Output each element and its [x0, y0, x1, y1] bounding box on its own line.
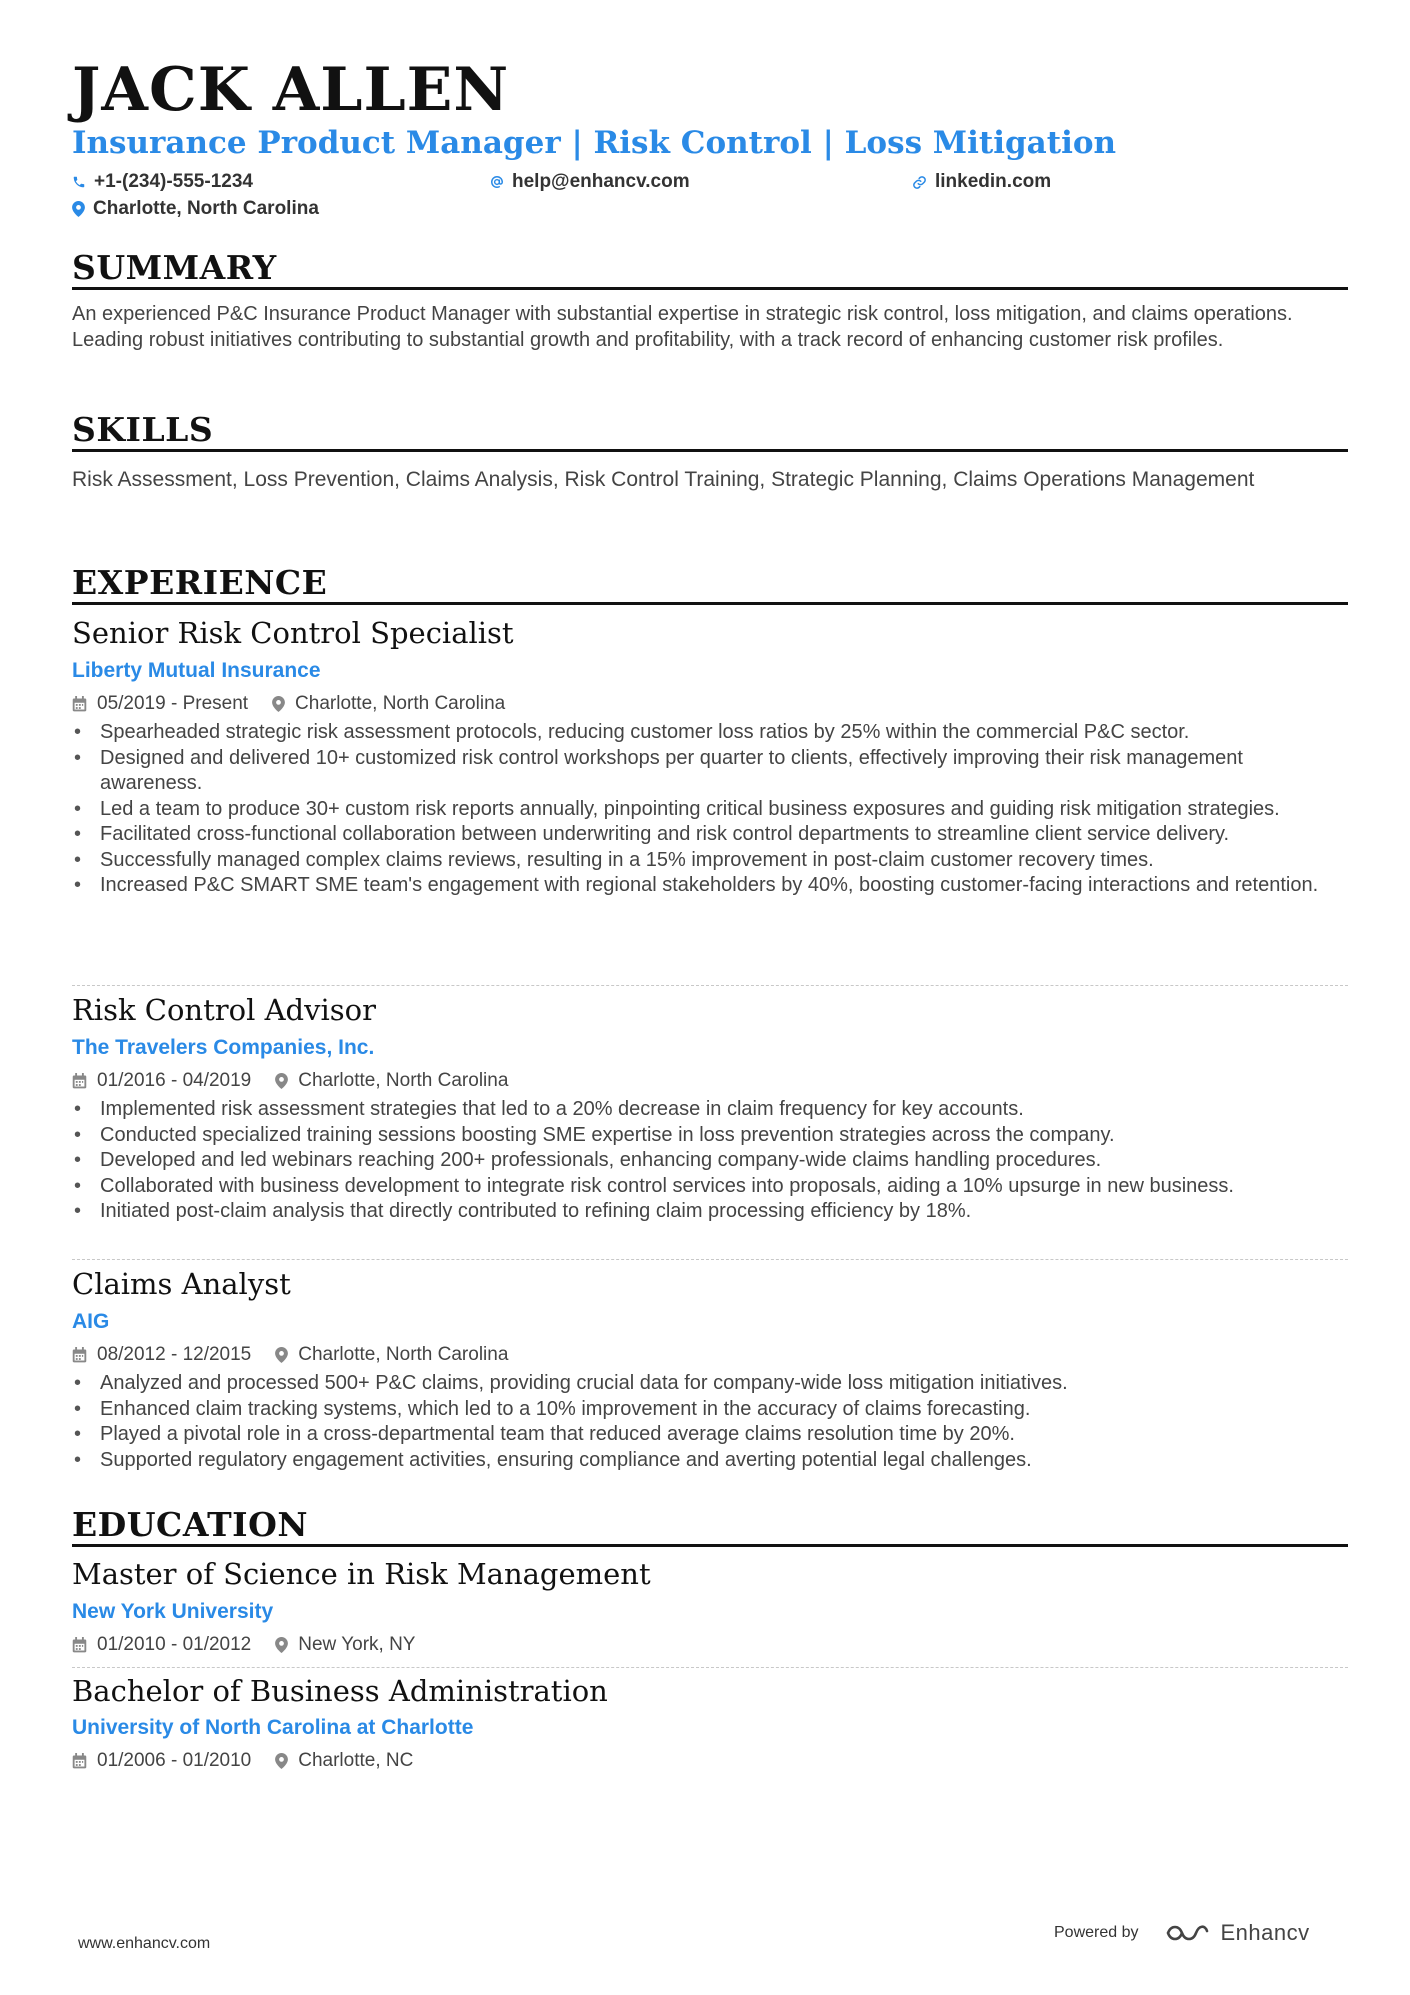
experience-heading: EXPERIENCE	[72, 563, 328, 602]
phone-text: +1-(234)-555-1234	[94, 171, 253, 192]
school-name: University of North Carolina at Charlotte	[72, 1716, 474, 1739]
bullet-item: • Played a pivotal role in a cross-departmental team that reduced average claims resolution time by 20%.	[72, 1422, 1348, 1448]
job-meta	[72, 694, 529, 713]
bullet-item: • Implemented risk assessment strategies that led to a 20% decrease in claim frequency for key accounts.	[72, 1097, 1348, 1123]
contact-email[interactable]	[490, 171, 690, 193]
bullet-item: • Enhanced claim tracking systems, which led to a 10% improvement in the accuracy of claims forecasting.	[72, 1397, 1348, 1423]
company-name: Liberty Mutual Insurance	[72, 659, 321, 682]
contact-phone[interactable]	[72, 171, 253, 193]
summary-text: An experienced P&C Insurance Product Manager with substantial expertise in strategic risk control, loss mitigation, and claims operations. Leading robust initiatives contributing to substantial growth and profitability, with a track record of enhancing customer risk profiles.	[72, 303, 1293, 351]
contact-linkedin[interactable]	[912, 171, 1051, 193]
bullet-item: • Successfully managed complex claims reviews, resulting in a 15% improvement in post-claim customer recovery times.	[72, 848, 1348, 874]
job-dates: 01/2016 - 04/2019	[97, 1070, 252, 1091]
education-dates: 01/2006 - 01/2010	[97, 1750, 252, 1771]
footer-website[interactable]: www.enhancv.com	[78, 1935, 211, 1952]
footer-branding[interactable]	[1054, 1920, 1310, 1946]
location-pin-icon	[72, 201, 85, 217]
job-bullets	[72, 1097, 1348, 1225]
bullet-item: • Conducted specialized training sessions boosting SME expertise in loss prevention strategies across the company.	[72, 1123, 1348, 1149]
location-pin-icon	[275, 1347, 288, 1363]
bullet-item: • Collaborated with business development to integrate risk control services into proposals, aiding a 10% upsurge in new business.	[72, 1174, 1348, 1200]
bullet-item: • Initiated post-claim analysis that directly contributed to refining claim processing efficiency by 18%.	[72, 1199, 1348, 1225]
candidate-headline: Insurance Product Manager | Risk Control | Loss Mitigation	[72, 125, 1117, 161]
job-location: Charlotte, North Carolina	[298, 1070, 509, 1091]
location-pin-icon	[275, 1637, 288, 1653]
bullet-item: • Designed and delivered 10+ customized risk control workshops per quarter to clients, effectively improving their risk management awareness.	[72, 746, 1348, 797]
bullet-item: • Increased P&C SMART SME team's engagement with regional stakeholders by 40%, boosting customer-facing interactions and retention.	[72, 873, 1348, 899]
bullet-item: • Spearheaded strategic risk assessment protocols, reducing customer loss ratios by 25% within the commercial P&C sector.	[72, 720, 1348, 746]
skills-heading: SKILLS	[72, 410, 214, 449]
location-pin-icon	[272, 696, 285, 712]
entry-divider	[72, 985, 1348, 986]
job-meta	[72, 1071, 532, 1090]
brand-name: Enhancv	[1220, 1920, 1310, 1945]
job-dates: 05/2019 - Present	[97, 693, 249, 714]
job-title: Risk Control Advisor	[72, 993, 376, 1027]
location-text: Charlotte, North Carolina	[93, 198, 319, 219]
education-location: New York, NY	[298, 1634, 416, 1655]
company-name: AIG	[72, 1310, 110, 1333]
education-divider	[72, 1544, 1348, 1547]
bullet-item: • Analyzed and processed 500+ P&C claims, providing crucial data for company-wide loss mitigation initiatives.	[72, 1371, 1348, 1397]
summary-divider	[72, 287, 1348, 290]
contact-location	[72, 198, 319, 220]
company-name: The Travelers Companies, Inc.	[72, 1036, 375, 1059]
entry-divider	[72, 1667, 1348, 1668]
education-heading: EDUCATION	[72, 1505, 309, 1544]
email-text: help@enhancv.com	[512, 171, 690, 192]
bullet-item: • Led a team to produce 30+ custom risk reports annually, pinpointing critical business exposures and guiding risk mitigation strategies.	[72, 797, 1348, 823]
calendar-icon	[72, 1753, 87, 1769]
link-icon	[912, 175, 927, 190]
job-dates: 08/2012 - 12/2015	[97, 1344, 252, 1365]
powered-by-text: Powered by	[1054, 1924, 1139, 1941]
job-location: Charlotte, North Carolina	[298, 1344, 509, 1365]
school-name: New York University	[72, 1600, 274, 1623]
education-location: Charlotte, NC	[298, 1750, 414, 1771]
phone-icon	[72, 175, 86, 189]
job-location: Charlotte, North Carolina	[295, 693, 506, 714]
education-meta	[72, 1635, 439, 1654]
experience-divider	[72, 602, 1348, 605]
location-pin-icon	[275, 1753, 288, 1769]
bullet-item: • Developed and led webinars reaching 200+ professionals, enhancing company-wide claims handling procedures.	[72, 1148, 1348, 1174]
job-meta	[72, 1345, 532, 1364]
calendar-icon	[72, 1637, 87, 1653]
summary-heading: SUMMARY	[72, 248, 277, 287]
calendar-icon	[72, 696, 87, 712]
job-bullets	[72, 720, 1348, 899]
skills-divider	[72, 449, 1348, 452]
linkedin-text: linkedin.com	[935, 171, 1052, 192]
at-icon	[490, 175, 504, 189]
degree-title: Master of Science in Risk Management	[72, 1557, 651, 1591]
job-title: Senior Risk Control Specialist	[72, 616, 514, 650]
calendar-icon	[72, 1347, 87, 1363]
job-bullets	[72, 1371, 1348, 1473]
bullet-item: • Supported regulatory engagement activities, ensuring compliance and averting potential legal challenges.	[72, 1448, 1348, 1474]
entry-divider	[72, 1259, 1348, 1260]
job-title: Claims Analyst	[72, 1267, 291, 1301]
education-dates: 01/2010 - 01/2012	[97, 1634, 252, 1655]
candidate-name: JACK ALLEN	[72, 55, 510, 125]
enhancv-logo-icon	[1165, 1922, 1209, 1944]
education-meta	[72, 1751, 437, 1770]
calendar-icon	[72, 1073, 87, 1089]
skills-text: Risk Assessment, Loss Prevention, Claims Analysis, Risk Control Training, Strategic Planning, Claims Operations Management	[72, 468, 1255, 491]
degree-title: Bachelor of Business Administration	[72, 1674, 608, 1708]
bullet-item: • Facilitated cross-functional collaboration between underwriting and risk control departments to streamline client service delivery.	[72, 822, 1348, 848]
location-pin-icon	[275, 1073, 288, 1089]
